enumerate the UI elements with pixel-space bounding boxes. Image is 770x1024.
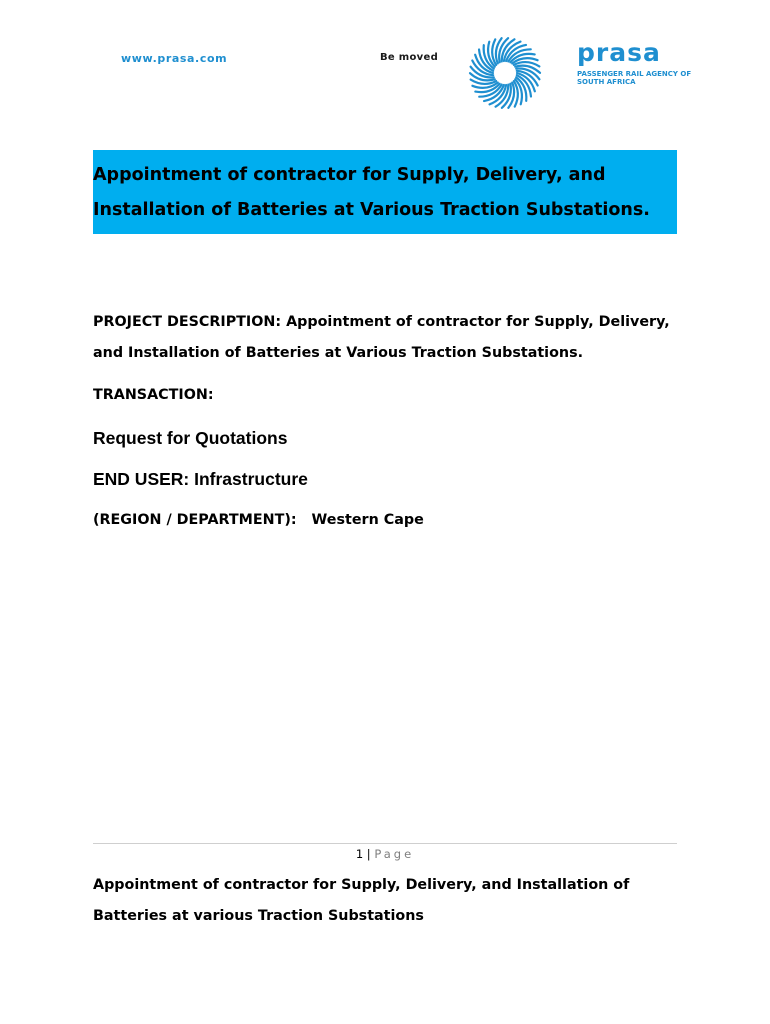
region-value: Western Cape xyxy=(311,512,424,528)
end-user: END USER: Infrastructure xyxy=(93,469,308,489)
website-link[interactable]: www.prasa.com xyxy=(121,52,228,65)
transaction-value: Request for Quotations xyxy=(93,428,288,448)
page-number-value: 1 xyxy=(355,847,364,861)
document-title: Appointment of contractor for Supply, Delivery, and Installation of Batteries at Various Traction Substations. xyxy=(93,165,650,220)
region-label: (REGION / DEPARTMENT): xyxy=(93,512,297,528)
region-department xyxy=(93,512,424,528)
brand-logo-text: prasa xyxy=(577,38,661,67)
page-separator: | xyxy=(366,847,371,861)
footer-title: Appointment of contractor for Supply, Delivery, and Installation of Batteries at various Traction Substations xyxy=(93,877,630,924)
transaction-label: TRANSACTION: xyxy=(93,387,214,403)
project-description: PROJECT DESCRIPTION: Appointment of contractor for Supply, Delivery, and Installation of Batteries at Various Traction Substations. xyxy=(93,314,670,361)
tagline: Be moved xyxy=(380,52,439,63)
page-number xyxy=(0,847,770,861)
prasa-emblem-icon xyxy=(468,36,542,110)
page-word: Page xyxy=(374,847,415,861)
document-title-banner xyxy=(93,150,677,234)
footer-divider xyxy=(93,843,677,844)
brand-subtitle: PASSENGER RAIL AGENCY OF SOUTH AFRICA xyxy=(577,70,692,86)
